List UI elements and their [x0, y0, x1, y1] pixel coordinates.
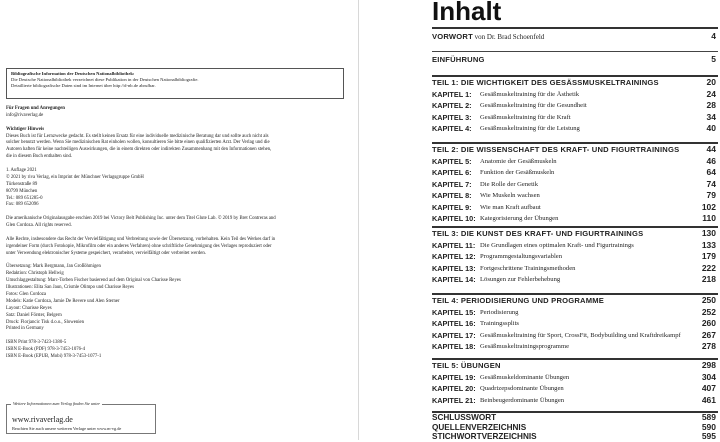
chapter-number: KAPITEL 13: — [432, 263, 476, 273]
part-heading[interactable] — [432, 144, 718, 156]
page-number: 64 — [706, 167, 716, 177]
imprint-line: Tel.: 089 651285-0 — [6, 195, 43, 201]
chapter-title: Programmgestaltungsvariablen — [480, 253, 563, 260]
chapter-number: KAPITEL 10: — [432, 214, 476, 223]
credits-line: Illustrationen: Elita San Jaun, Crismle Olimpo und Charisse Reyes — [6, 285, 135, 291]
back-matter-label: STICHWORTVERZEICHNIS — [432, 432, 537, 441]
web-caption: Weitere Informationen zum Verlag finden Sie unter — [13, 401, 101, 406]
credits-line: Redaktion: Christoph Hellwig — [6, 271, 64, 277]
toc-back-matter — [432, 411, 718, 442]
chapter-number: KAPITEL 5: — [432, 156, 472, 166]
credits-line: Fotos: Glen Cordoza — [6, 291, 46, 297]
chapter-title: Quadrizepsdominante Übungen — [480, 385, 564, 392]
toc-chapter-row[interactable] — [432, 190, 718, 202]
toc-chapter-row[interactable] — [432, 112, 718, 124]
chapter-title: Gesäßmuskeltraining für Sport, CrossFit, Bodybuilding und Kraftdreikampf — [480, 331, 681, 339]
chapter-number: KAPITEL 21: — [432, 395, 476, 405]
toc-chapter-row[interactable] — [432, 179, 718, 191]
divider — [432, 27, 718, 29]
credits-line: Satz: Daniel Förster, Belgern — [6, 312, 62, 318]
toc-chapter-row[interactable] — [432, 156, 718, 168]
chapter-title: Gesäßmuskeltraining für die Kraft — [480, 113, 571, 121]
chapter-number: KAPITEL 12: — [432, 252, 476, 261]
toc-entry-stichwortverzeichnis[interactable] — [432, 432, 718, 442]
warning-heading: Wichtiger Hinweis — [6, 126, 45, 132]
rights-line: unter Verwendung elektronischer Systeme gespeichert, verarbeitet, vervielfältigt oder verbreitet werden. — [6, 250, 206, 256]
chapter-title: Gesäßmuskeldominante Übungen — [480, 373, 570, 381]
page-number: 5 — [711, 54, 716, 64]
toc-chapter-row[interactable] — [432, 274, 718, 286]
contact-heading: Für Fragen und Anregungen — [6, 106, 65, 111]
toc-chapter-row[interactable] — [432, 263, 718, 275]
chapter-number: KAPITEL 15: — [432, 307, 476, 317]
chapter-title: Trainingssplits — [480, 320, 519, 327]
chapter-title: Gesäßmuskeltraining für die Gesundheit — [480, 102, 587, 109]
credits-line: Printed in Germany — [6, 326, 44, 332]
chapter-title: Fortgeschrittene Trainingsmethoden — [480, 264, 576, 272]
page-number: 40 — [706, 123, 716, 133]
imprint-line: Fax: 089 652096 — [6, 202, 39, 208]
chapter-title: Gesäßmuskeltrainingsprogramme — [480, 343, 569, 350]
toc-part-1 — [432, 75, 718, 135]
chapter-number: KAPITEL 2: — [432, 101, 472, 110]
isbn-line: ISBN Print 978-3-7423-1380-5 — [6, 340, 67, 346]
credits-line: Druck: Florjancic Tisk d.o.o., Slowenien — [6, 319, 85, 325]
chapter-number: KAPITEL 17: — [432, 330, 476, 340]
toc-entry-schlusswort[interactable] — [432, 413, 718, 423]
toc-vorwort-block — [432, 27, 718, 43]
chapter-title: Die Grundlagen eines optimalen Kraft- und Figurtrainings — [480, 241, 634, 249]
chapter-number: KAPITEL 18: — [432, 342, 476, 351]
page-number: 46 — [706, 155, 716, 166]
toc-entry-einfuehrung[interactable] — [432, 54, 718, 66]
chapter-number: KAPITEL 9: — [432, 202, 472, 212]
credits-line: Models: Katie Cordoza, Jamie De Revere und Alen Sterner — [6, 298, 120, 304]
toc-chapter-row[interactable] — [432, 100, 718, 112]
imprint-line: 1. Auflage 2021 — [6, 167, 37, 173]
chapter-number: KAPITEL 16: — [432, 319, 476, 328]
page-number: 74 — [706, 178, 716, 189]
rights-line: irgendeiner Form (durch Fotokopie, Mikrofilm oder ein anderes Verfahren) ohne schriftliche Genehmigung des Verlages reproduziert oder — [6, 243, 272, 249]
back-matter-label: QUELLENVERZEICHNIS — [432, 422, 527, 432]
bib-line: Detaillierte bibliografische Daten sind im Internet über http://d-nb.de abrufbar. — [11, 83, 156, 89]
imprint-line: Türkenstraße 89 — [6, 181, 38, 187]
page-number: 595 — [701, 431, 716, 441]
bib-heading: Bibliografische Information der Deutschen Nationalbibliothek: — [11, 71, 135, 76]
divider — [432, 51, 718, 52]
page-number: 4 — [711, 31, 716, 41]
imprint-line: 80799 München — [6, 188, 38, 194]
publisher-web-box — [6, 401, 156, 434]
warning-line: die in diesem Buch enthalten sind. — [6, 154, 73, 160]
page-number: 34 — [706, 111, 716, 122]
imprint-page — [0, 0, 359, 440]
page-number: 133 — [701, 239, 716, 250]
toc-part-2 — [432, 142, 718, 225]
chapter-title: Wie man Kraft aufbaut — [480, 203, 541, 211]
toc-chapter-row[interactable] — [432, 89, 718, 101]
chapter-title: Gesäßmuskeltraining für die Leistung — [480, 125, 580, 132]
toc-chapter-row[interactable] — [432, 318, 718, 330]
toc-entry-vorwort[interactable] — [432, 31, 718, 43]
chapter-title: Die Rolle der Genetik — [480, 180, 539, 188]
toc-chapter-row[interactable] — [432, 123, 718, 135]
toc-chapter-row[interactable] — [432, 240, 718, 252]
page-number: 222 — [701, 262, 716, 273]
page-number: 20 — [706, 77, 716, 87]
toc-part-4 — [432, 293, 718, 353]
chapter-title: Lösungen zur Fehlerbehebung — [480, 276, 561, 283]
toc-einfuehrung-block — [432, 51, 718, 66]
chapter-title: Beinbeugerdominante Übungen — [480, 396, 565, 404]
imprint-line: © 2021 by riva Verlag, ein Imprint der Münchner Verlagsgruppe GmbH — [6, 174, 144, 180]
vorwort-label: VORWORT — [432, 32, 473, 41]
chapter-number: KAPITEL 20: — [432, 384, 476, 393]
toc-chapter-row[interactable] — [432, 251, 718, 263]
part-title: TEIL 3: DIE KUNST DES KRAFT- UND FIGURTRAININGS — [432, 229, 644, 238]
chapter-number: KAPITEL 3: — [432, 112, 472, 122]
page-number: 590 — [701, 421, 716, 432]
chapter-title: Gesäßmuskeltraining für die Ästhetik — [480, 90, 580, 98]
part-title: TEIL 5: ÜBUNGEN — [432, 361, 501, 370]
chapter-number: KAPITEL 6: — [432, 168, 472, 177]
chapter-number: KAPITEL 1: — [432, 89, 472, 99]
imprint-text — [6, 106, 350, 361]
chapter-number: KAPITEL 7: — [432, 179, 472, 189]
chapter-title: Wie Muskeln wachsen — [480, 192, 540, 199]
page-number: 407 — [701, 383, 716, 393]
toc-chapter-row[interactable] — [432, 213, 718, 225]
part-title: TEIL 4: PERIODISIERUNG UND PROGRAMME — [432, 296, 605, 305]
page-number: 589 — [701, 412, 716, 422]
part-title: TEIL 1: DIE WICHTIGKEIT DES GESÄSSMUSKELTRAININGS — [432, 78, 659, 87]
page-number: 130 — [701, 228, 716, 238]
toc-chapter-row[interactable] — [432, 395, 718, 407]
toc-part-3 — [432, 226, 718, 286]
page-number: 179 — [701, 251, 716, 261]
part-heading[interactable] — [432, 228, 718, 240]
toc-chapter-row[interactable] — [432, 307, 718, 319]
page-number: 260 — [701, 318, 716, 328]
back-matter-label: SCHLUSSWORT — [432, 413, 497, 422]
toc-chapter-row[interactable] — [432, 202, 718, 214]
credits-line: Umschlaggestaltung: Marc-Torben Fischer basierend auf dem Original von Charisse Reyes — [6, 278, 181, 284]
credits-line: Layout: Charisse Reyes — [6, 305, 52, 311]
page-number: 218 — [701, 274, 716, 284]
toc-chapter-row[interactable] — [432, 383, 718, 395]
more-publishers-line: Beachten Sie auch unsere weiteren Verlage unter www.m-vg.de — [12, 426, 122, 431]
toc-entry-quellenverzeichnis[interactable] — [432, 423, 718, 433]
einfuehrung-label: EINFÜHRUNG — [432, 55, 485, 64]
credits-line: Übersetzung: Mark Bergmann, Jan Großöhmigen — [6, 264, 101, 270]
warning-line: solcher benutzt werden. Wenn Sie medizinischen Rat einholen wollen, konsultieren Sie bitte einen qualifizierten Arzt. Der Verlag und die — [6, 140, 270, 146]
chapter-number: KAPITEL 19: — [432, 372, 476, 382]
page-number: 304 — [701, 371, 716, 382]
page-number: 267 — [701, 329, 716, 340]
chapter-title: Periodisierung — [480, 308, 519, 316]
chapter-number: KAPITEL 11: — [432, 240, 476, 250]
bib-line: Die Deutsche Nationalbibliothek verzeichnet diese Publikation in der Deutschen Nationalbibliografie. — [11, 77, 199, 83]
rights-line: Alle Rechte, insbesondere das Recht der Vervielfältigung und Verbreitung sowie der Übersetzung, vorbehalten. Kein Teil des Werkes darf in — [6, 236, 276, 242]
toc-chapter-row[interactable] — [432, 341, 718, 353]
isbn-line: ISBN E-Book (PDF) 978-3-7453-1076-4 — [6, 347, 86, 353]
page-number: 102 — [701, 201, 716, 212]
chapter-title: Anatomie der Gesäßmuskeln — [480, 157, 557, 165]
page-title: Inhalt — [432, 0, 502, 26]
chapter-number: KAPITEL 4: — [432, 124, 472, 133]
chapter-number: KAPITEL 14: — [432, 275, 476, 284]
chapter-title: Kategorisierung der Übungen — [480, 215, 559, 222]
warning-line: Autoren haften für keine nachteiligen Auswirkungen, die in einem direkten oder indirekten Zusammenhang mit den Informationen stehen, — [6, 147, 272, 153]
page-number: 79 — [706, 190, 716, 200]
page-number: 24 — [706, 88, 716, 99]
page-number: 110 — [702, 213, 716, 223]
original-line: Die amerikanische Originalausgabe erschien 2019 bei Victory Belt Publishing Inc. unter dem Titel Glute Lab. © 2019 by Bret Contreras and — [6, 216, 276, 222]
part-heading[interactable] — [432, 295, 718, 307]
isbn-line: ISBN E-Book (EPUB, Mobi) 978-3-7453-1077-1 — [6, 353, 102, 359]
page-number: 250 — [701, 295, 716, 305]
vorwort-author: von Dr. Brad Schoenfeld — [474, 33, 545, 41]
page-number: 298 — [701, 360, 716, 370]
warning-line: Dieses Buch ist für Lernzwecke gedacht. Es stellt keinen Ersatz für eine individuelle medizinische Beratung dar und sollte auch nicht als — [6, 133, 269, 139]
part-heading[interactable] — [432, 360, 718, 372]
part-heading[interactable] — [432, 77, 718, 89]
part-title: TEIL 2: DIE WISSENSCHAFT DES KRAFT- UND FIGURTRAININGS — [432, 145, 680, 154]
toc-chapter-row[interactable] — [432, 330, 718, 342]
toc-chapter-row[interactable] — [432, 372, 718, 384]
page-number: 278 — [701, 341, 716, 351]
bibliographic-info-box — [6, 68, 344, 99]
page-number: 461 — [701, 394, 716, 405]
page-number: 44 — [706, 144, 716, 154]
contact-email: info@rivaverlag.de — [6, 112, 44, 118]
page-number: 252 — [701, 306, 716, 317]
original-line: Glen Cordoza. All rights reserved. — [6, 223, 72, 229]
toc-chapter-row[interactable] — [432, 167, 718, 179]
page-number: 28 — [706, 100, 716, 110]
chapter-title: Funktion der Gesäßmuskeln — [480, 169, 555, 176]
publisher-url-link[interactable]: www.rivaverlag.de — [12, 415, 73, 424]
chapter-number: KAPITEL 8: — [432, 191, 472, 200]
toc-part-5 — [432, 358, 718, 406]
